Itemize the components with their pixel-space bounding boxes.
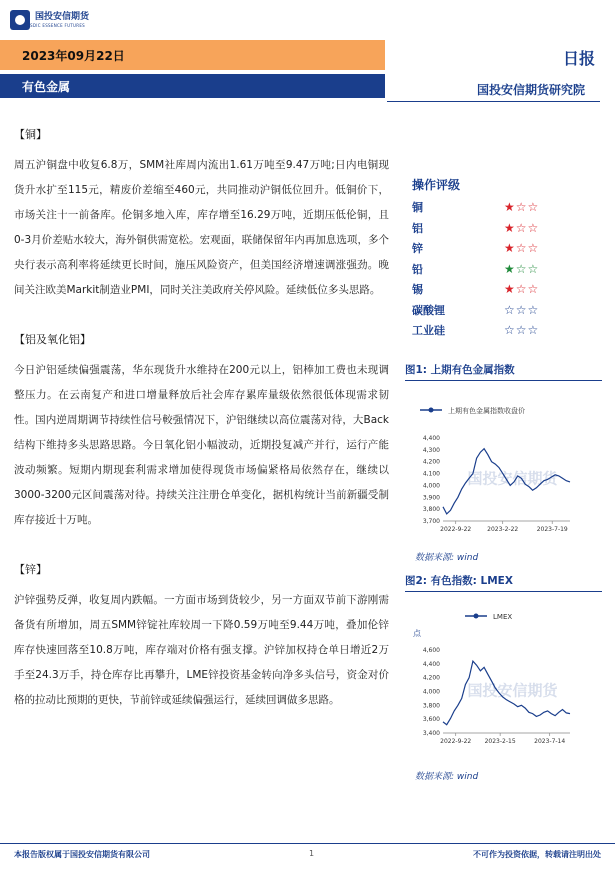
x-tick-label: 2023-2-22: [487, 526, 519, 533]
section-text: 今日沪铝延续偏强震荡，华东现货升水维持在200元以上，铝棒加工费也未现调整压力。在云南复产和进口增量释放后社会库存累库量级依然很低体现需求韧性。国内逆周期调节持续性信号較强情况下，沪铝继续以高位震荡对待，大Back结构下维持多头思路思路。今日氧化铝小幅波动，近期投复减产并行，运行产能波动频繁。短期内期现套利需求增加使得现货市场偏紧格局依然存在，继续以3000-3200元区间震荡对待。持续关注注册仓单变化，据机构统计当前新疆受制库存接近十万吨。: [14, 364, 389, 526]
institute-name: 国投安信期货研究院: [476, 83, 585, 97]
rating-row: [412, 197, 612, 218]
logo-text: 国投安信期货: [35, 12, 90, 22]
figure-2-title: 图2: 有色指数: LMEX: [405, 575, 513, 587]
y-tick-label: 4,600: [422, 647, 440, 654]
rating-stars-icon: ★☆☆: [504, 241, 540, 256]
rating-row: [412, 238, 612, 259]
rating-stars-icon: ★☆☆: [504, 261, 540, 276]
report-type: 日报: [562, 49, 595, 68]
rating-metal-name: 铜: [412, 201, 423, 215]
section-title: 【锌】: [14, 563, 47, 576]
rating-row: [412, 300, 612, 321]
figure-1-divider: [405, 380, 602, 381]
y-tick-label: 4,000: [422, 482, 440, 490]
section-title: 【铝及氧化铝】: [14, 333, 91, 346]
legend-label: 上期有色金属指数收盘价: [448, 407, 525, 415]
watermark: 国投安信期货: [467, 469, 558, 488]
rating-stars-icon: ☆☆☆: [504, 323, 540, 338]
y-tick-label: 4,400: [422, 435, 440, 442]
y-tick-label: 4,300: [422, 446, 440, 454]
rating-row: [412, 218, 612, 239]
page-number: 1: [309, 849, 315, 858]
rating-title: 操作评级: [412, 178, 461, 192]
rating-metal-name: 锡: [412, 283, 423, 297]
rating-row: [412, 320, 612, 341]
section-title: 【铜】: [14, 128, 47, 141]
y-tick-label: 3,600: [422, 716, 440, 724]
logo-icon: [10, 10, 30, 30]
y-tick-label: 3,900: [422, 494, 440, 502]
rating-panel: [412, 176, 612, 341]
logo-subtext: SDIC ESSENCE FUTURES: [30, 23, 86, 28]
figure-2-source: 数据来源: wind: [415, 772, 479, 782]
y-tick-label: 3,800: [422, 702, 440, 710]
rating-metal-name: 工业硅: [412, 324, 445, 338]
footer-divider: [0, 843, 615, 844]
company-logo: [10, 10, 89, 30]
y-tick-label: 4,400: [422, 660, 440, 668]
rating-metal-name: 铝: [412, 221, 423, 235]
header-divider: [387, 101, 600, 102]
x-tick-label: 2022-9-22: [440, 738, 472, 745]
report-category: 有色金属: [22, 80, 71, 94]
y-tick-label: 3,700: [422, 518, 440, 525]
watermark: 国投安信期货: [467, 681, 558, 700]
report-date: 2023年09月22日: [22, 49, 125, 63]
y-tick-label: 4,200: [422, 674, 440, 682]
y-axis-label: 点: [413, 629, 421, 638]
chart-lmex-index: [405, 598, 602, 760]
rating-metal-name: 铅: [412, 262, 423, 276]
figure-1-source: 数据来源: wind: [415, 553, 479, 563]
rating-metal-name: 碳酸锂: [412, 303, 445, 317]
rating-stars-icon: ★☆☆: [504, 282, 540, 297]
section-zinc: [14, 561, 389, 713]
figure-1-title: 图1: 上期有色金属指数: [405, 364, 515, 376]
chart-shfe-nonferrous-index: [405, 388, 602, 538]
x-tick-label: 2023-2-15: [484, 738, 516, 745]
rating-stars-icon: ☆☆☆: [504, 302, 540, 317]
x-tick-label: 2023-7-19: [536, 526, 568, 533]
rating-metal-name: 锌: [412, 242, 423, 256]
section-copper: [14, 126, 389, 303]
legend-label: LMEX: [493, 613, 513, 621]
section-text: 周五沪铜盘中收复6.8万，SMM社库周内流出1.61万吨至9.47万吨;日内电铜现货升水扩至115元，精废价差缩至460元，共同推动沪铜低位回升。低铜价下，市场关注十一前备库。伦铜多地入库，库存增至16.29万吨，近期压低伦铜，且0-3月价差贴水较大，海外铜供需宽松。宏观面，联储保留年内再加息选项，多个央行表示高利率将延续更长时间，施压风险资产，但美国经济增速调涨强劲。晚间关注欧美Markit制造业PMI，同时关注美政府关停风险。延续低位多头思路。: [14, 159, 389, 296]
x-tick-label: 2023-7-14: [534, 738, 566, 745]
figure-2-divider: [405, 591, 602, 592]
section-aluminum: [14, 331, 389, 533]
commentary-column: [14, 120, 389, 741]
legend-marker: [429, 408, 434, 413]
x-tick-label: 2022-9-22: [440, 526, 472, 533]
rating-stars-icon: ★☆☆: [504, 220, 540, 235]
y-tick-label: 4,100: [422, 470, 440, 478]
report-header: [0, 0, 615, 110]
y-tick-label: 4,200: [422, 458, 440, 466]
footer-copyright: 本报告版权属于国投安信期货有限公司: [14, 850, 150, 859]
rating-row: [412, 259, 612, 280]
rating-row: [412, 279, 612, 300]
footer-disclaimer: 不可作为投资依据，转载请注明出处: [473, 850, 601, 859]
y-tick-label: 4,000: [422, 688, 440, 696]
y-tick-label: 3,400: [422, 730, 440, 737]
rating-stars-icon: ★☆☆: [504, 200, 540, 215]
legend-marker: [474, 614, 479, 619]
section-text: 沪锌强势反弹，收复周内跌幅。一方面市场到货较少，另一方面双节前下游刚需备货有所增加，周五SMM锌锭社库较周一下降0.59万吨至9.44万吨，叠加伦锌库存快速回落至10.8万吨，库存端对价格有强支撑。沪锌加权持仓单日增近2万手至24.3万手，持仓库存比再攀升，LME锌投资基金转向净多头信号，资金对价格的拉动比预期的更快，节前锌或延续偏强运行，延续回调做多思路。: [14, 594, 389, 706]
y-tick-label: 3,800: [422, 506, 440, 514]
